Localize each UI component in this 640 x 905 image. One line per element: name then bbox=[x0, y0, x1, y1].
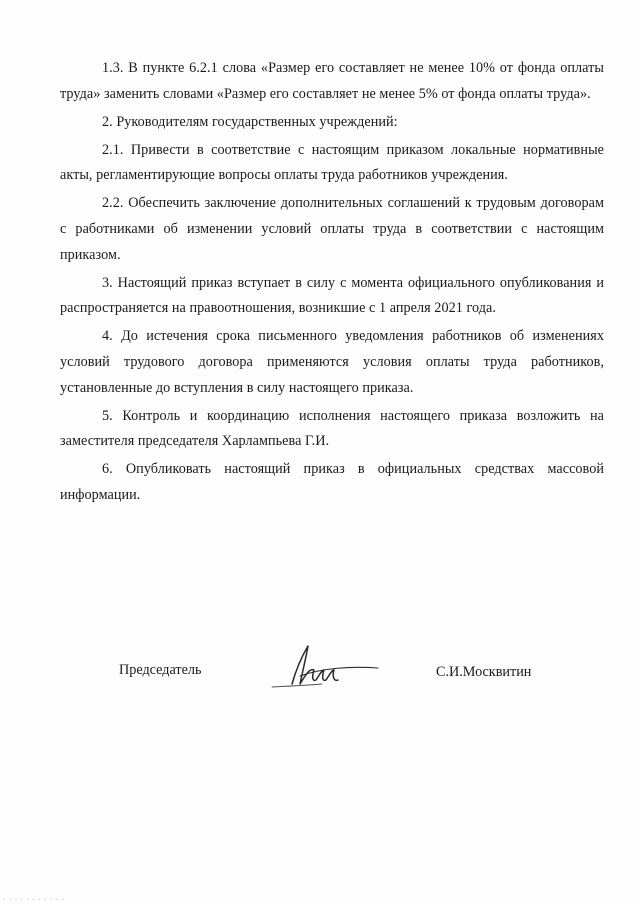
paragraph-4: 4. До истечения срока письменного уведомления работников об изменениях условий трудового договора применяются условия оплаты труда работников, установленные до вступления в силу настоящего приказа. bbox=[60, 328, 604, 396]
signatory-name: С.И.Москвитин bbox=[436, 664, 532, 680]
paragraph-6: 6. Опубликовать настоящий приказ в официальных средствах массовой информации. bbox=[60, 461, 604, 503]
document-body bbox=[60, 56, 604, 511]
paragraph-3: 3. Настоящий приказ вступает в силу с момента официального опубликования и распространяется на правоотношения, возникшие с 1 апреля 2021 года. bbox=[60, 274, 604, 317]
paragraph-2-2: 2.2. Обеспечить заключение дополнительных соглашений к трудовым договорам с работниками об изменении условий оплаты труда в соответствии с настоящим приказом. bbox=[60, 195, 604, 263]
signature-block bbox=[0, 640, 640, 700]
paragraph-2-1: 2.1. Привести в соответствие с настоящим приказом локальные нормативные акты, регламентирующие вопросы оплаты труда работников учреждения. bbox=[60, 141, 604, 184]
handwritten-signature-icon bbox=[262, 640, 382, 692]
paragraph-2: 2. Руководителям государственных учреждений: bbox=[102, 113, 398, 130]
signatory-title: Председатель bbox=[119, 662, 202, 678]
footer-scan-marks: ........... bbox=[2, 893, 66, 902]
paragraph-1-3: 1.3. В пункте 6.2.1 слова «Размер его составляет не менее 10% от фонда оплаты труда» заменить словами «Размер его составляет не менее 5% от фонда оплаты труда». bbox=[60, 60, 604, 102]
paragraph-5: 5. Контроль и координацию исполнения настоящего приказа возложить на заместителя председателя Харлампьева Г.И. bbox=[60, 407, 604, 450]
